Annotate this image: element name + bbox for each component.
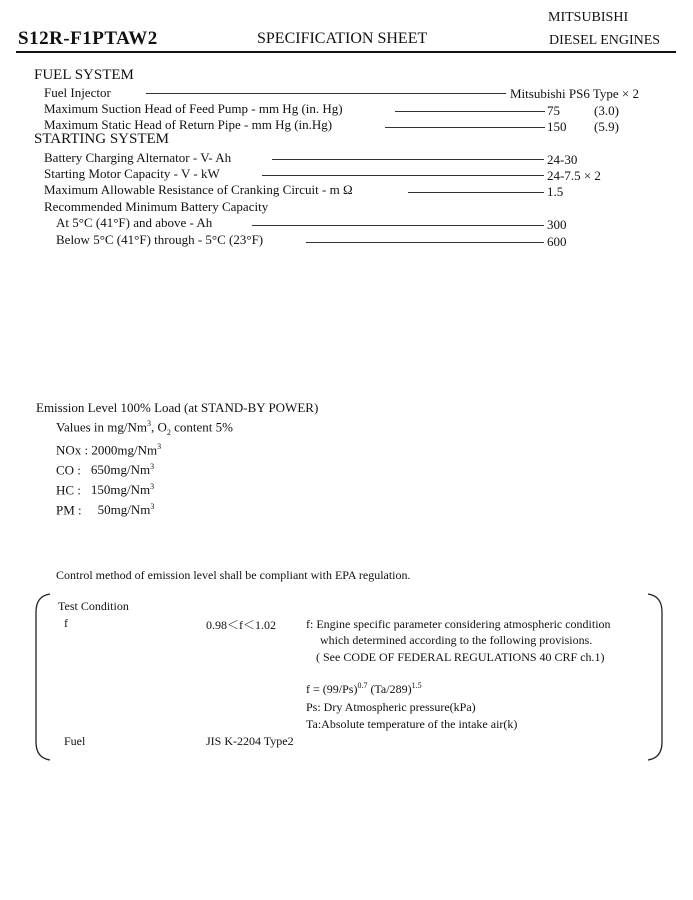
fuel-value: JIS K-2204 Type2 xyxy=(206,734,294,748)
page-title: SPECIFICATION SHEET xyxy=(257,30,428,47)
pm-row: PM : 50mg/Nm$^3$ xyxy=(56,502,155,518)
leader-line xyxy=(395,111,545,112)
leader-line xyxy=(272,159,544,160)
f-description-3: ( See CODE OF FEDERAL REGULATIONS 40 CRF ch.1) xyxy=(316,650,605,664)
return-head-value: 150 xyxy=(547,119,567,134)
above-5c-label: At 5°C (41°F) and above - Ah xyxy=(56,215,213,230)
below-5c-value: 600 xyxy=(547,234,567,249)
f-description-2: which determined according to the following provisions. xyxy=(320,633,593,647)
alternator-label: Battery Charging Alternator - V- Ah xyxy=(44,150,232,165)
model-number: S12R-F1PTAW2 xyxy=(18,28,158,49)
left-brace xyxy=(30,592,54,762)
emission-units-line: Values in mg/Nm$^3$, $O_2$ content 5% xyxy=(56,419,233,437)
emission-heading: Emission Level 100% Load (at STAND-BY POWER) xyxy=(36,400,319,415)
alternator-value: 24-30 xyxy=(547,152,578,167)
control-note: Control method of emission level shall be compliant with EPA regulation. xyxy=(56,568,411,582)
starting-motor-value: 24-7.5 × 2 xyxy=(547,168,601,183)
leader-line xyxy=(306,242,544,243)
f-formula: $f = (99/Ps)^{0.7}$ $(Ta/289)^{1.5}$ xyxy=(306,681,422,696)
header-rule xyxy=(16,51,676,53)
battery-capacity-label: Recommended Minimum Battery Capacity xyxy=(44,199,269,214)
leader-line xyxy=(252,225,544,226)
below-5c-label: Below 5°C (41°F) through - 5°C (23°F) xyxy=(56,232,264,247)
suction-head-value: 75 xyxy=(547,103,560,118)
leader-line xyxy=(408,192,544,193)
cranking-resistance-label: Maximum Allowable Resistance of Cranking Circuit - m Ω xyxy=(44,182,353,197)
fuel-injector-label: Fuel Injector xyxy=(44,85,111,100)
leader-line xyxy=(262,175,544,176)
ta-description: Ta:Absolute temperature of the intake air(k) xyxy=(306,717,518,731)
above-5c-value: 300 xyxy=(547,217,567,232)
return-head-alt-value: (5.9) xyxy=(594,119,619,134)
fuel-label: Fuel xyxy=(64,734,86,748)
starting-system-heading: STARTING SYSTEM xyxy=(34,131,169,147)
suction-head-alt-value: (3.0) xyxy=(594,103,619,118)
leader-line xyxy=(385,127,545,128)
co-row: CO : 650mg/Nm$^3$ xyxy=(56,462,155,478)
return-head-label: Maximum Static Head of Return Pipe - mm Hg (in.Hg) xyxy=(44,117,333,132)
brand-line-2: DIESEL ENGINES xyxy=(549,33,661,48)
right-brace xyxy=(644,592,668,762)
fuel-system-heading: FUEL SYSTEM xyxy=(34,67,134,83)
starting-motor-label: Starting Motor Capacity - V - kW xyxy=(44,166,220,181)
suction-head-label: Maximum Suction Head of Feed Pump - mm Hg (in. Hg) xyxy=(44,101,343,116)
hc-row: HC : 150mg/Nm$^3$ xyxy=(56,482,155,498)
nox-row: NOx : 2000mg/Nm$^3$ xyxy=(56,442,162,458)
f-range: 0.98＜f＜1.02 xyxy=(206,618,276,632)
ps-description: Ps: Dry Atmospheric pressure(kPa) xyxy=(306,700,476,714)
f-label: f xyxy=(64,616,68,630)
f-description-1: f: Engine specific parameter considering atmospheric condition xyxy=(306,617,611,631)
test-condition-heading: Test Condition xyxy=(58,599,129,613)
leader-line xyxy=(146,93,506,94)
brand-line-1: MITSUBISHI xyxy=(548,10,629,25)
cranking-resistance-value: 1.5 xyxy=(547,184,564,199)
fuel-injector-value: Mitsubishi PS6 Type × 2 xyxy=(510,86,639,101)
